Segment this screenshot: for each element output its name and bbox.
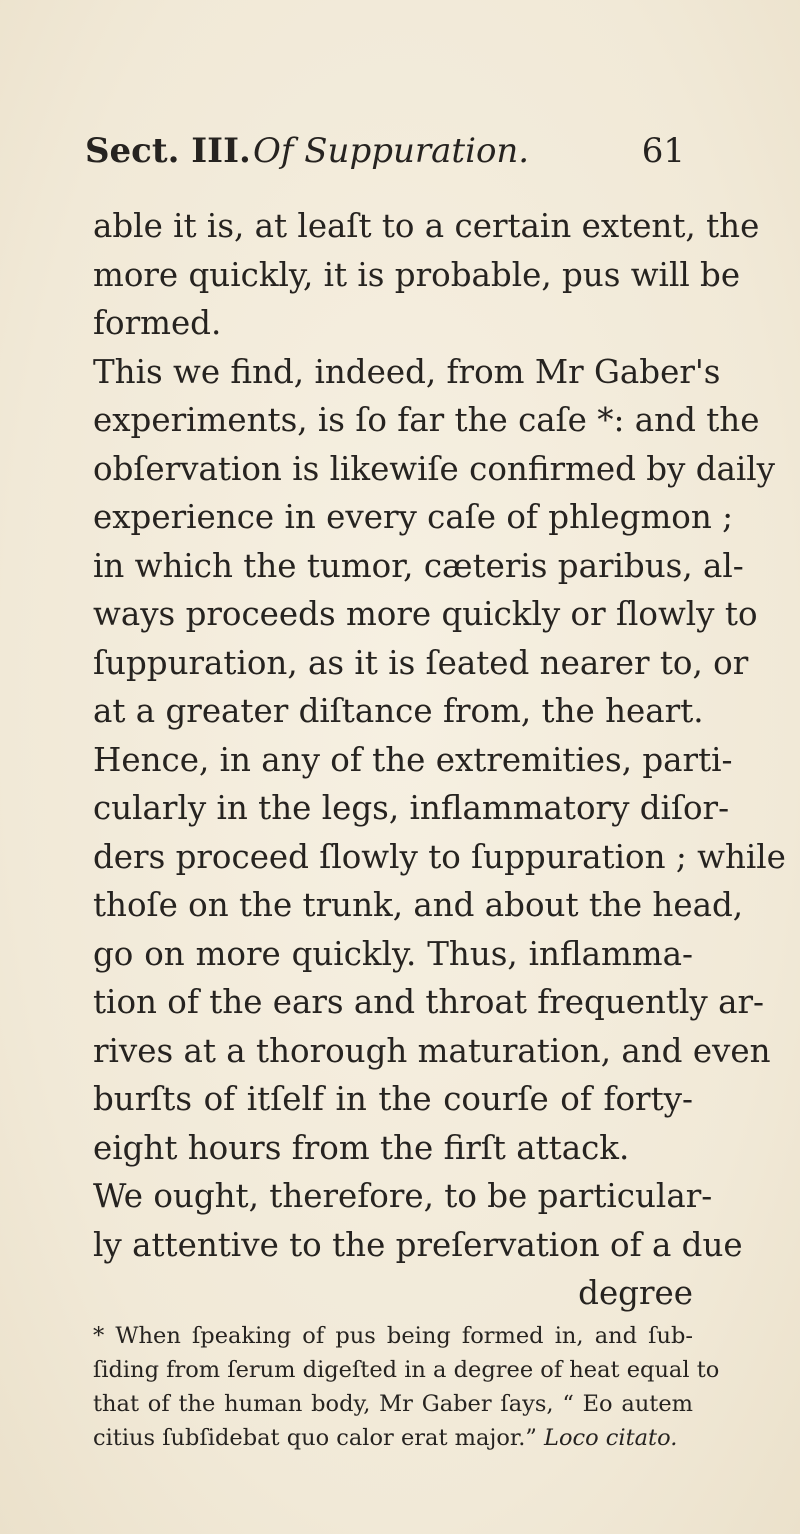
text-line: formed. — [93, 304, 222, 342]
footnote-last-line — [93, 1421, 693, 1455]
text-line: in which the tumor, cæteris paribus, al- — [93, 546, 744, 585]
text-line: tion of the ears and throat frequently ar- — [93, 983, 764, 1021]
text-line: go on more quickly. Thus, inflamma- — [93, 934, 693, 973]
text-line: more quickly, it is probable, pus will be — [93, 255, 741, 294]
text-line: burſts of itſelf in the courſe of forty- — [93, 1080, 693, 1118]
footnote — [93, 1319, 720, 1455]
text-line: Hence, in any of the extremities, parti- — [93, 740, 733, 779]
text-line: ders proceed ſlowly to ſuppuration ; while — [93, 837, 786, 876]
text-line: rives at a thorough maturation, and even — [93, 1031, 771, 1070]
footnote-quote-end: citius ſubſidebat quo calor erat major.” — [93, 1425, 537, 1451]
text-line: eight hours from the firſt attack. — [93, 1128, 630, 1167]
text-line: This we find, indeed, from Mr Gaber's — [93, 352, 721, 391]
catchword: degree — [578, 1274, 693, 1312]
text-line: experiments, is ſo far the caſe *: and the — [93, 401, 760, 439]
text-line: thoſe on the trunk, and about the head, — [93, 886, 744, 924]
section-label: Sect. III. — [85, 131, 251, 171]
body-text — [93, 202, 786, 1318]
footnote-line: ſiding from ſerum digeſted in a degree of heat equal to — [93, 1357, 720, 1383]
text-line: at a greater diſtance from, the heart. — [93, 692, 704, 730]
running-header — [85, 126, 685, 176]
text-line: experience in every caſe of phlegmon ; — [93, 498, 734, 536]
page-number: 61 — [641, 131, 685, 171]
footnote-line: that of the human body, Mr Gaber ſays, “ Eo autem — [93, 1391, 693, 1417]
footnote-line: * When ſpeaking of pus being formed in, and ſub- — [93, 1323, 693, 1349]
text-line: We ought, therefore, to be particular- — [93, 1177, 713, 1215]
text-line: able it is, at leaſt to a certain extent, the — [93, 207, 760, 245]
chapter-title: Of Suppuration. — [253, 131, 530, 171]
text-line: ways proceeds more quickly or ſlowly to — [93, 595, 758, 633]
text-line: obſervation is likewiſe confirmed by daily — [93, 449, 776, 488]
text-line: cularly in the legs, inflammatory diſor- — [93, 789, 730, 827]
text-line: ly attentive to the preſervation of a due — [93, 1225, 743, 1264]
text-line: ſuppuration, as it is ſeated nearer to, or — [93, 643, 749, 682]
footnote-citation: Loco citato. — [544, 1425, 678, 1451]
